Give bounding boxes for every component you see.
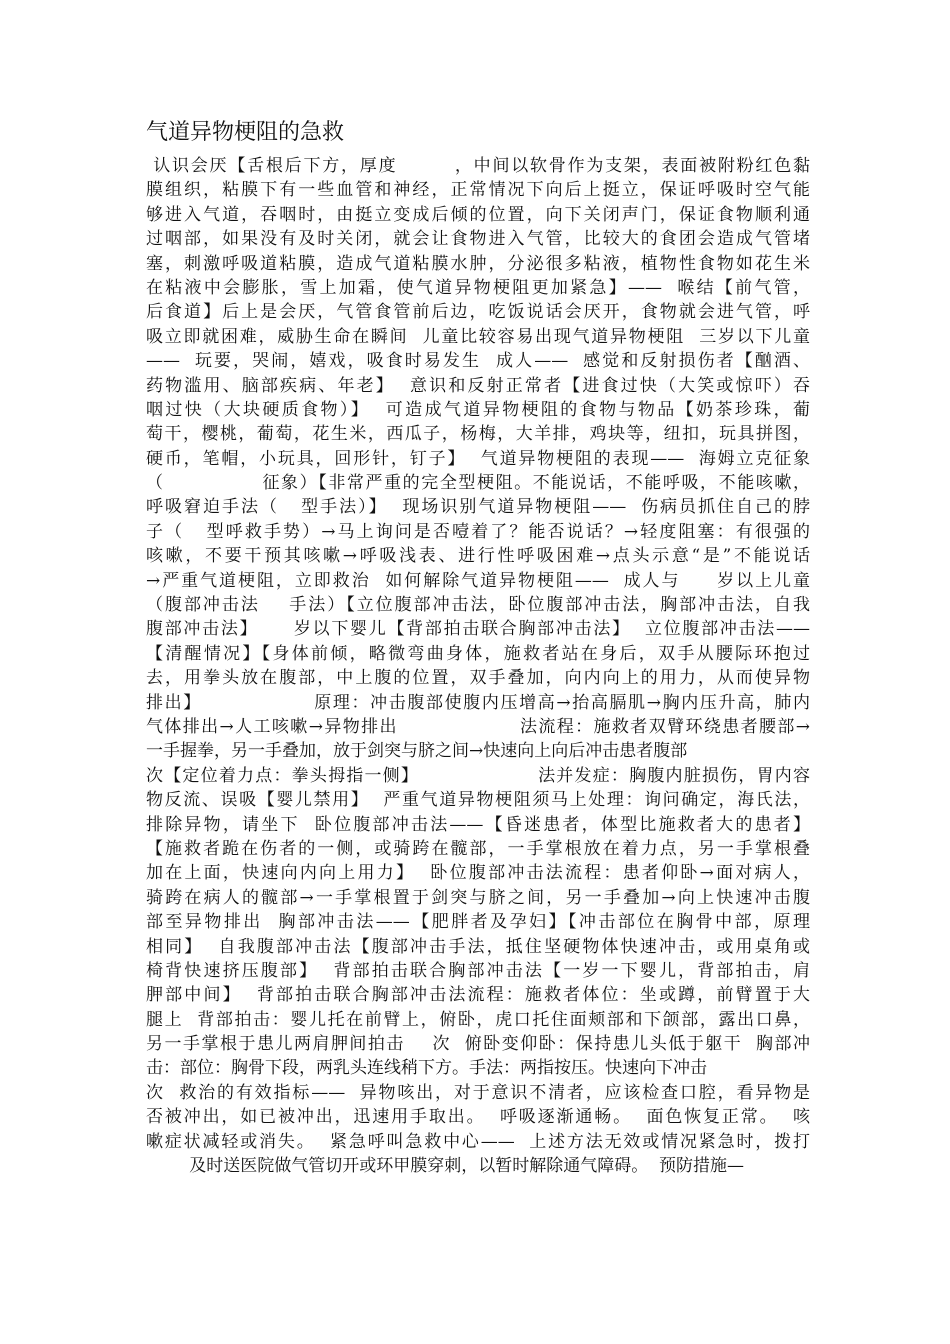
- body-line: 呼吸窘迫手法（ 型手法）】 现场识别气道异物梗阻—— 伤病员抓住自己的脖: [146, 497, 810, 518]
- body-line: 腿上 背部拍击：婴儿托在前臂上，俯卧，虎口托住面颊部和下颌部，露出口鼻，: [146, 1009, 810, 1030]
- body-line: 否被冲出，如已被冲出，迅速用手取出。 呼吸逐渐通畅。 面色恢复正常。 咳: [146, 1107, 810, 1128]
- body-line: 嗽症状减轻或消失。 紧急呼叫急救中心—— 上述方法无效或情况紧急时，拨打: [146, 1131, 810, 1152]
- body-line: 药物滥用、脑部疾病、年老】 意识和反射正常者【进食过快（大笑或惊吓）吞: [146, 375, 810, 396]
- body-line: 在粘液中会膨胀，雪上加霜，使气道异物梗阻更加紧急】—— 喉结【前气管，: [146, 277, 810, 298]
- body-line: 次 救治的有效指标—— 异物咳出，对于意识不清者，应该检查口腔，看异物是: [146, 1082, 810, 1103]
- body-line: 【施救者跪在伤者的一侧，或骑跨在髋部，一手掌根放在着力点，另一手掌根叠: [146, 838, 810, 859]
- body-line: 咳嗽，不要干预其咳嗽→呼吸浅表、进行性呼吸困难→点头示意“是”不能说话: [146, 546, 810, 567]
- body-line: 够进入气道，吞咽时，由挺立变成后倾的位置，向下关闭声门，保证食物顺利通: [146, 204, 810, 225]
- body-line: 膜组织，粘膜下有一些血管和神经，正常情况下向后上挺立，保证呼吸时空气能: [146, 180, 810, 201]
- body-line: 部至异物排出 胸部冲击法——【肥胖者及孕妇】【冲击部位在胸骨中部，原理: [146, 912, 810, 933]
- body-line: 咽过快（大块硬质食物）】 可造成气道异物梗阻的食物与物品【奶茶珍珠，葡: [146, 399, 810, 420]
- body-line: 认识会厌【舌根后下方，厚度 ，中间以软骨作为支架，表面被附粉红色黏: [146, 156, 810, 176]
- document-title: 气道异物梗阻的急救: [146, 120, 345, 145]
- body-line: 排出】 原理：冲击腹部使腹内压增高→抬高膈肌→胸内压升高，肺内: [146, 692, 810, 713]
- body-line: —— 玩要，哭闹，嬉戏，吸食时易发生 成人—— 感觉和反射损伤者【酗酒、: [146, 351, 810, 372]
- body-line: 排除异物，请坐下 卧位腹部冲击法——【昏迷患者，体型比施救者大的患者】: [146, 814, 810, 835]
- body-line: 加在上面，快速向内向上用力】 卧位腹部冲击法流程：患者仰卧→面对病人，: [146, 863, 810, 884]
- body-line: 【清醒情况】【身体前倾，略微弯曲身体，施救者站在身后，双手从腰际环抱过: [146, 643, 810, 664]
- body-line: 椅背快速挤压腹部】 背部拍击联合胸部冲击法【一岁一下婴儿，背部拍击，肩: [146, 960, 810, 981]
- body-line: 腹部冲击法】 岁以下婴儿【背部拍击联合胸部冲击法】 立位腹部冲击法——: [146, 619, 810, 640]
- body-line: （ 征象）【非常严重的完全型梗阻。不能说话，不能呼吸，不能咳嗽，: [146, 473, 810, 494]
- body-line: 萄干，樱桃，葡萄，花生米，西瓜子，杨梅，大羊排，鸡块等，纽扣，玩具拼图，: [146, 424, 810, 445]
- body-line: 胛部中间】 背部拍击联合胸部冲击法流程：施救者体位：坐或蹲，前臂置于大: [146, 985, 810, 1006]
- body-line: 塞，刺激呼吸道粘膜，造成气道粘膜水肿，分泌很多粘液，植物性食物如花生米: [146, 253, 810, 274]
- body-line: 后食道】后上是会厌，气管食管前后边，吃饭说话会厌开，食物就会进气管，呼: [146, 302, 810, 323]
- body-line: （腹部冲击法 手法）【立位腹部冲击法，卧位腹部冲击法，胸部冲击法，自我: [146, 595, 810, 616]
- document-body: [146, 154, 810, 1178]
- body-line: 一手握拳，另一手叠加，放于剑突与脐之间→快速向上向后冲击患者腹部: [146, 741, 688, 762]
- body-line: 击：部位：胸骨下段，两乳头连线稍下方。手法：两指按压。快速向下冲击: [146, 1058, 707, 1079]
- body-line: 次【定位着力点：拳头拇指一侧】 法并发症：胸腹内脏损伤，胃内容: [146, 765, 810, 786]
- body-line: 去，用拳头放在腹部，中上腹的位置，双手叠加，向内向上的用力，从而使异物: [146, 668, 810, 689]
- body-line: 骑跨在病人的髋部→一手掌根置于剑突与脐之间，另一手叠加→向上快速冲击腹: [146, 887, 810, 908]
- body-line: 物反流、误吸【婴儿禁用】 严重气道异物梗阻须马上处理：询问确定，海氏法，: [146, 790, 810, 811]
- body-line: →严重气道梗阻，立即救治 如何解除气道异物梗阻—— 成人与 岁以上儿童: [146, 570, 810, 591]
- body-line: 相同】 自我腹部冲击法【腹部冲击手法，抵住坚硬物体快速冲击，或用桌角或: [146, 936, 810, 957]
- body-line: 硬币，笔帽，小玩具，回形针，钉子】 气道异物梗阻的表现—— 海姆立克征象: [146, 448, 810, 469]
- body-line: 另一手掌根于患儿两肩胛间拍击 次 俯卧变仰卧：保持患儿头低于躯干 胸部冲: [146, 1034, 810, 1055]
- body-line: 过咽部，如果没有及时关闭，就会让食物进入气管，比较大的食团会造成气管堵: [146, 229, 810, 250]
- body-line: 子（ 型呼救手势）→马上询问是否噎着了？能否说话？→轻度阻塞：有很强的: [146, 521, 810, 542]
- body-line: 气体排出→人工咳嗽→异物排出 法流程：施救者双臂环绕患者腰部→: [146, 716, 810, 737]
- body-line: 吸立即就困难，威胁生命在瞬间 儿童比较容易出现气道异物梗阻 三岁以下儿童: [146, 326, 810, 347]
- body-line: 及时送医院做气管切开或环甲膜穿刺，以暂时解除通气障碍。 预防措施—: [146, 1156, 745, 1177]
